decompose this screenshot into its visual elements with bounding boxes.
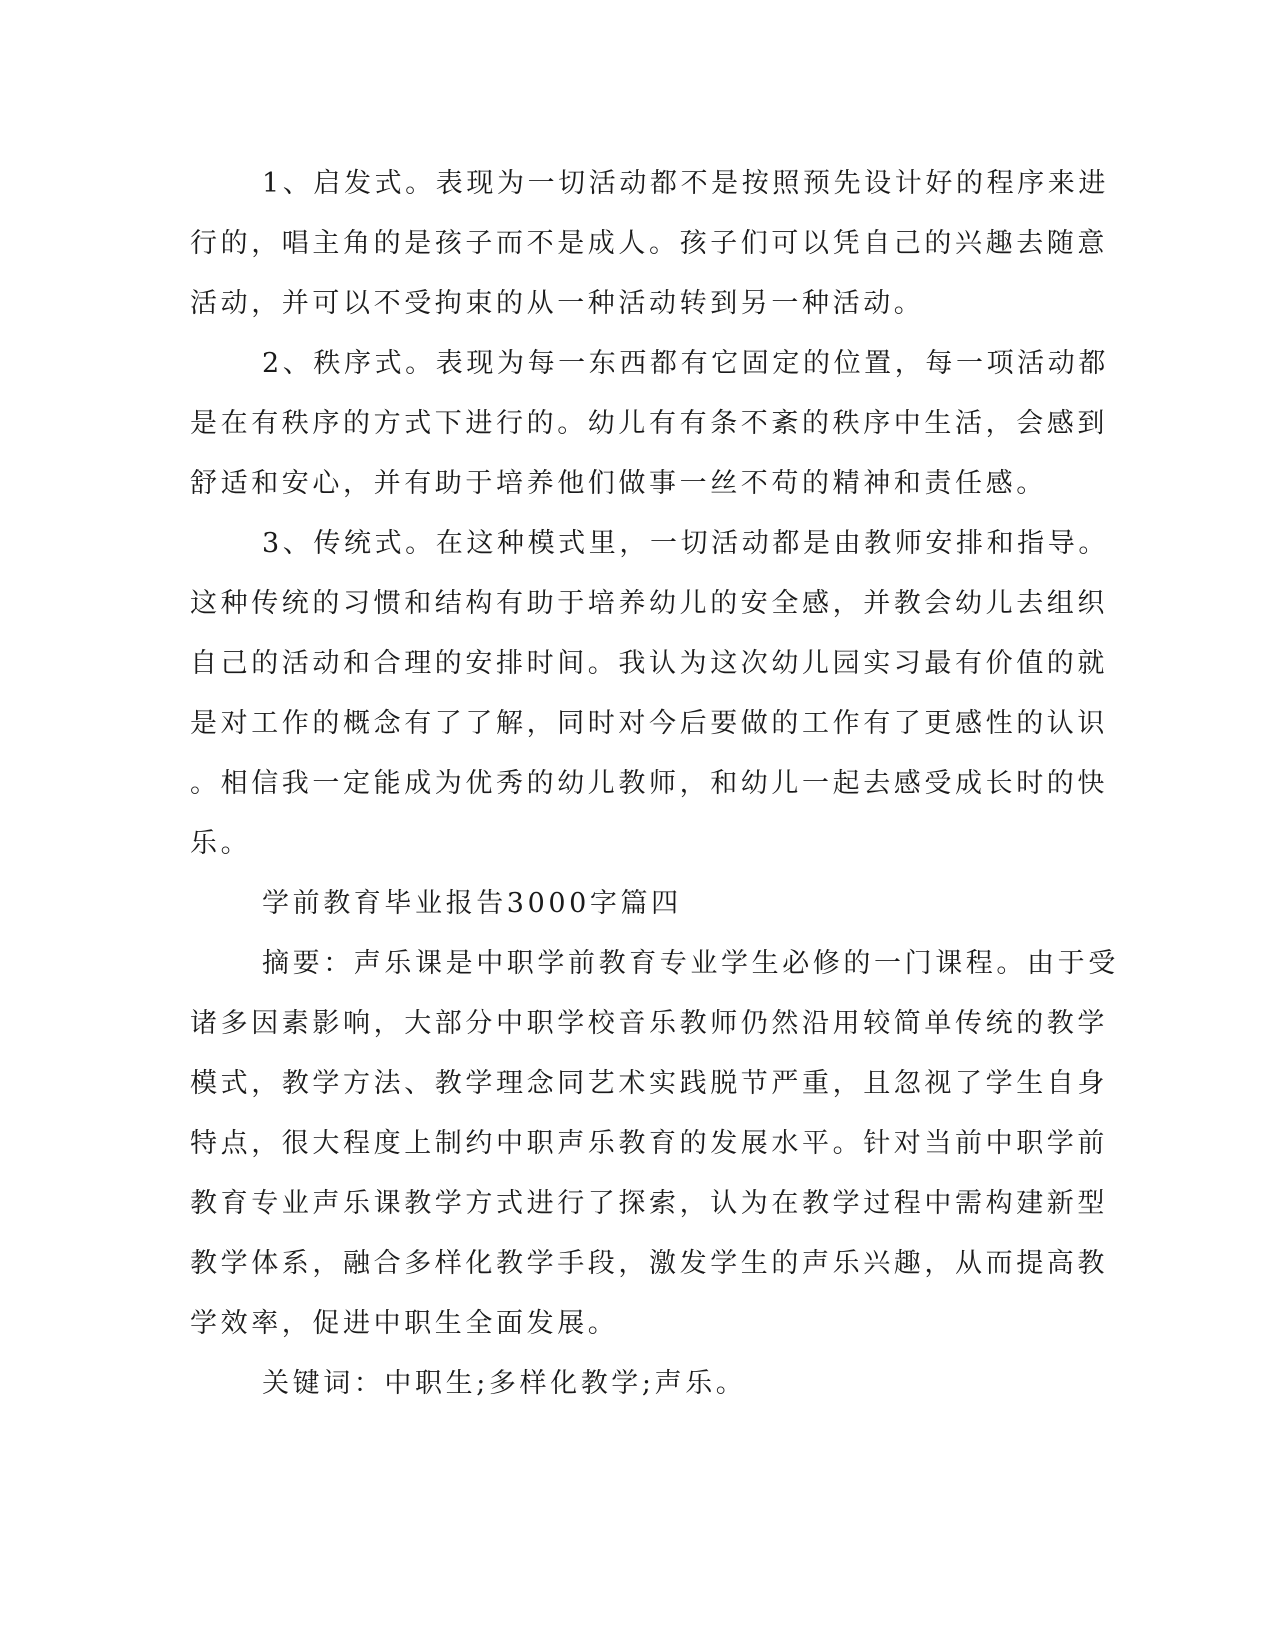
paragraph-1-line-3: 活动，并可以不受拘束的从一种活动转到另一种活动。 [190,288,925,319]
paragraph-1-line-1: 1、启发式。表现为一切活动都不是按照预先设计好的程序来进 [262,168,1109,199]
paragraph-2-line-3: 舒适和安心，并有助于培养他们做事一丝不苟的精神和责任感。 [190,468,1047,499]
paragraph-3-line-2: 这种传统的习惯和结构有助于培养幼儿的安全感，并教会幼儿去组织 [190,588,1108,619]
abstract-line-4: 特点，很大程度上制约中职声乐教育的发展水平。针对当前中职学前 [190,1128,1108,1159]
paragraph-3-line-4: 是对工作的概念有了了解，同时对今后要做的工作有了更感性的认识 [190,708,1108,739]
section-heading: 学前教育毕业报告3000字篇四 [262,888,682,919]
abstract-line-5: 教育专业声乐课教学方式进行了探索，认为在教学过程中需构建新型 [190,1188,1108,1219]
paragraph-3-line-3: 自己的活动和合理的安排时间。我认为这次幼儿园实习最有价值的就 [190,648,1108,679]
abstract-line-2: 诸多因素影响，大部分中职学校音乐教师仍然沿用较简单传统的教学 [190,1008,1108,1039]
paragraph-3-line-5: 。相信我一定能成为优秀的幼儿教师，和幼儿一起去感受成长时的快 [190,768,1108,799]
paragraph-2-line-2: 是在有秩序的方式下进行的。幼儿有有条不紊的秩序中生活，会感到 [190,408,1108,439]
paragraph-1-line-2: 行的，唱主角的是孩子而不是成人。孩子们可以凭自己的兴趣去随意 [190,228,1108,259]
paragraph-3-line-6: 乐。 [190,828,252,859]
abstract-line-7: 学效率，促进中职生全面发展。 [190,1308,619,1339]
abstract-line-3: 模式，教学方法、教学理念同艺术实践脱节严重，且忽视了学生自身 [190,1068,1108,1099]
keywords-line: 关键词：中职生;多样化教学;声乐。 [262,1368,747,1399]
abstract-line-6: 教学体系，融合多样化教学手段，激发学生的声乐兴趣，从而提高教 [190,1248,1108,1279]
paragraph-2-line-1: 2、秩序式。表现为每一东西都有它固定的位置，每一项活动都 [262,348,1109,379]
paragraph-3-line-1: 3、传统式。在这种模式里，一切活动都是由教师安排和指导。 [262,528,1109,559]
abstract-line-1: 摘要：声乐课是中职学前教育专业学生必修的一门课程。由于受 [262,948,1119,979]
